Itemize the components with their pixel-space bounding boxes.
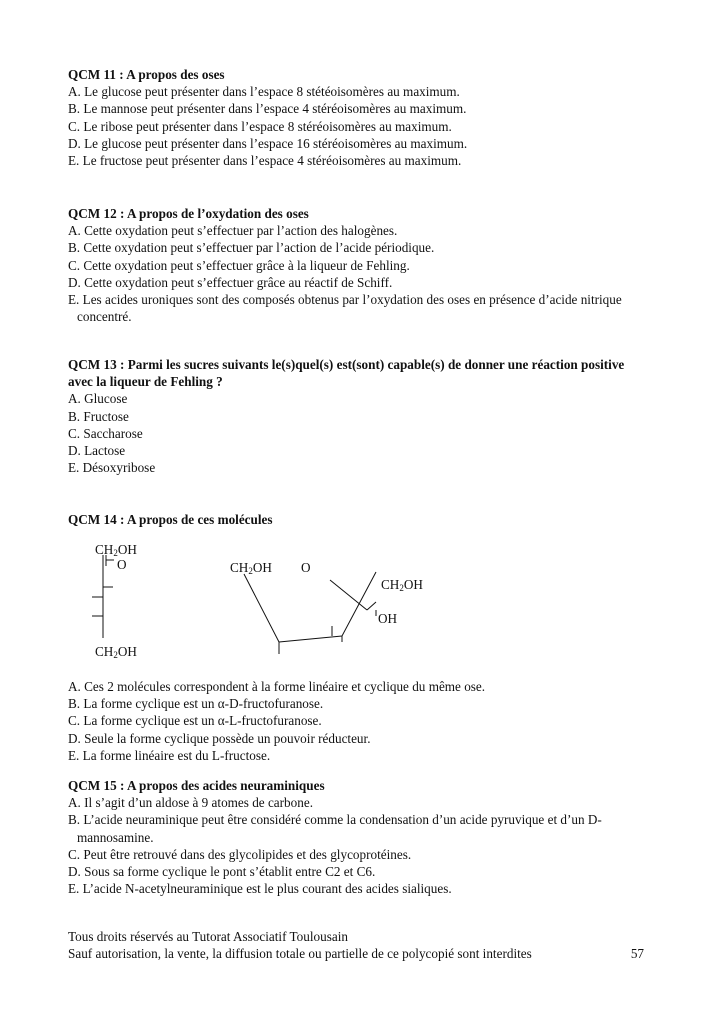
ring-bond-c4-c3: [279, 636, 342, 642]
qcm-15-option-d: D. Sous sa forme cyclique le pont s’établit entre C2 et C6.: [68, 864, 376, 880]
cyclic-ch2oh-left: $CH_2OH$: [230, 560, 272, 576]
cyclic-form-bonds: [244, 570, 376, 654]
linear-ch2oh-bottom: $CH_2OH$: [95, 644, 137, 660]
qcm-13-title: QCM 13 : Parmi les sucres suivants le(s)quel(s) est(sont) capable(s) de donner une réaction positive avec la liqueur de Fehling ?: [68, 357, 625, 390]
c2-ch2oh-bond: [367, 602, 376, 610]
qcm-11-option-e: E. Le fructose peut présenter dans l’espace 4 stéréoisomères au maximum.: [68, 153, 462, 169]
qcm-13-option-a: A. Glucose: [68, 391, 128, 407]
qcm-14-title: QCM 14 : A propos de ces molécules: [68, 512, 273, 527]
qcm-14-option-a: A. Ces 2 molécules correspondent à la forme linéaire et cyclique du même ose.: [68, 679, 486, 694]
qcm-11-option-d: D. Le glucose peut présenter dans l’espace 16 stéréoisomères au maximum.: [68, 135, 468, 151]
qcm-14-structures: [68, 530, 468, 670]
qcm-12-option-a: A. Cette oxydation peut s’effectuer par l’action des halogènes.: [68, 223, 398, 239]
qcm-11: [68, 66, 467, 169]
qcm-14-option-c: C. La forme cyclique est un α-L-fructofuranose.: [68, 713, 322, 729]
cyclic-ring-oxygen: O: [301, 560, 311, 575]
qcm-14-option-b: B. La forme cyclique est un α-D-fructofuranose.: [68, 696, 324, 712]
qcm-14: [68, 511, 273, 528]
page-number: 57: [630, 946, 644, 962]
qcm-13-option-c: C. Saccharose: [68, 425, 143, 441]
page-footer: [68, 928, 644, 962]
qcm-15-option-c: C. Peut être retrouvé dans des glycolipides et des glycoprotéines.: [68, 846, 412, 862]
qcm-15-option-b: B. L’acide neuraminique peut être considéré comme la condensation d’un acide pyruvique et d’un D-mannosamine.: [68, 812, 602, 845]
footer-copyright: Tous droits réservés au Tutorat Associatif Toulousain: [68, 929, 348, 944]
qcm-15-title: QCM 15 : A propos des acides neuraminiques: [68, 778, 325, 793]
linear-ch2oh-top: $CH_2OH$: [95, 542, 137, 558]
qcm-13-option-e: E. Désoxyribose: [68, 460, 156, 476]
qcm-12-option-e: E. Les acides uroniques sont des composés obtenus par l’oxydation des oses en présence d’acide nitrique concentré.: [68, 292, 622, 325]
qcm-12-title: QCM 12 : A propos de l’oxydation des oses: [68, 206, 309, 221]
qcm-13-option-d: D. Lactose: [68, 443, 126, 459]
qcm-12-option-c: C. Cette oxydation peut s’effectuer grâce à la liqueur de Fehling.: [68, 257, 410, 273]
qcm-12: [68, 205, 659, 325]
qcm-11-option-a: A. Le glucose peut présenter dans l’espace 8 stétéoisomères au maximum.: [68, 84, 460, 100]
qcm-15-option-a: A. Il s’agit d’un aldose à 9 atomes de carbone.: [68, 795, 313, 811]
linear-form-bonds: [92, 555, 114, 638]
footer-line-2: [68, 945, 644, 962]
qcm-11-option-b: B. Le mannose peut présenter dans l’espace 4 stéréoisomères au maximum.: [68, 101, 467, 117]
ring-bond-c5-c4: [244, 574, 279, 642]
qcm-12-option-b: B. Cette oxydation peut s’effectuer par l’action de l’acide périodique.: [68, 240, 435, 256]
qcm-11-title: QCM 11 : A propos des oses: [68, 67, 225, 82]
linear-carbonyl-o: O: [117, 557, 127, 572]
ring-bond-o-c2: [330, 580, 367, 610]
cyclic-oh: OH: [378, 611, 398, 626]
qcm-14-option-e: E. La forme linéaire est du L-fructose.: [68, 747, 271, 763]
cyclic-ch2oh-right: $CH_2OH$: [381, 577, 423, 593]
qcm-15: [68, 777, 659, 897]
qcm-14-option-d: D. Seule la forme cyclique possède un pouvoir réducteur.: [68, 730, 371, 746]
qcm-12-option-d: D. Cette oxydation peut s’effectuer grâce au réactif de Schiff.: [68, 274, 393, 290]
qcm-15-option-e: E. L’acide N-acetylneuraminique est le plus courant des acides sialiques.: [68, 881, 452, 897]
qcm-13-option-b: B. Fructose: [68, 408, 129, 424]
qcm-11-option-c: C. Le ribose peut présenter dans l’espace 8 stéréoisomères au maximum.: [68, 118, 452, 134]
footer-notice: Sauf autorisation, la vente, la diffusion totale ou partielle de ce polycopié sont interdites: [68, 946, 532, 962]
qcm-13: [68, 356, 648, 476]
qcm-14-options: [68, 678, 485, 764]
footer-line-1: [68, 928, 644, 945]
